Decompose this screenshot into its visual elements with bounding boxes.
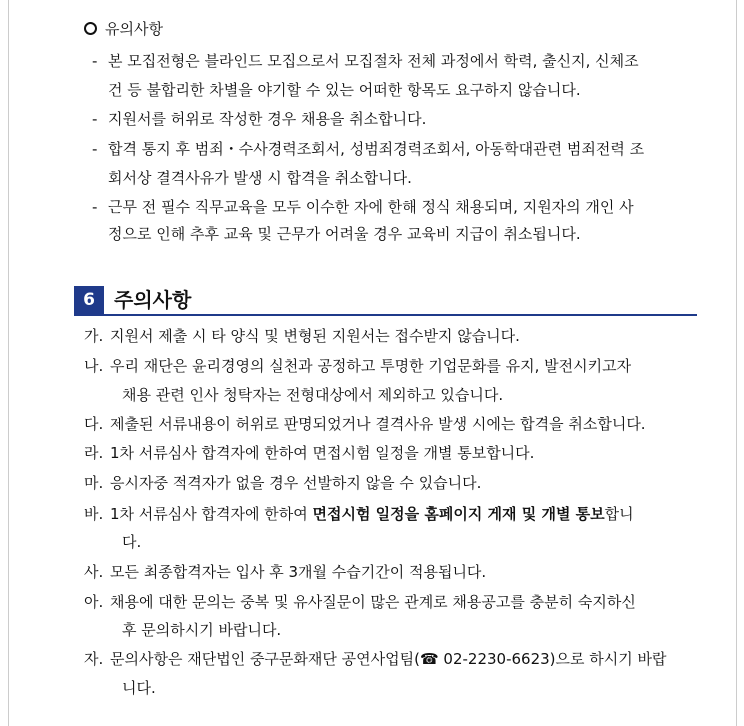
item-label: 사. — [84, 563, 104, 581]
item-text-emphasis: 면접시험 일정을 홈페이지 게재 및 개별 통보 — [312, 505, 605, 523]
item-text: 모든 최종합격자는 입사 후 3개월 수습기간이 적용됩니다. — [110, 563, 487, 581]
item-label: 나. — [84, 357, 104, 375]
item-text: 니다. — [122, 679, 156, 697]
notes-item-line: 본 모집전형은 블라인드 모집으로서 모집절차 전체 과정에서 학력, 출신지, 신체조 — [108, 52, 639, 70]
item-text: 우리 재단은 윤리경영의 실천과 공정하고 투명한 기업문화를 유지, 발전시키고자 — [110, 357, 632, 375]
item-label: 자. — [84, 650, 104, 668]
section-title: 주의사항 — [114, 288, 192, 312]
dash-bullet: - — [92, 110, 98, 128]
item-text: 응시자중 적격자가 없을 경우 선발하지 않을 수 있습니다. — [110, 474, 482, 492]
item-label: 다. — [84, 415, 104, 433]
section-header — [74, 286, 697, 316]
item-text: 1차 서류심사 합격자에 한하여 면접시험 일정을 개별 통보합니다. — [110, 444, 535, 462]
item-text: 다. — [122, 533, 142, 551]
item-text: 제출된 서류내용이 허위로 판명되었거나 결격사유 발생 시에는 합격을 취소합니다. — [110, 415, 646, 433]
notes-item-line: 합격 통지 후 범죄・수사경력조회서, 성범죄경력조회서, 아동학대관련 범죄전력 조 — [108, 140, 645, 158]
dash-bullet: - — [92, 140, 98, 158]
dash-bullet: - — [92, 198, 98, 216]
item-label: 아. — [84, 593, 104, 611]
item-label: 라. — [84, 444, 104, 462]
circle-bullet-icon — [84, 22, 97, 35]
item-text-pre: 1차 서류심사 합격자에 한하여 — [110, 505, 313, 523]
item-label: 바. — [84, 505, 104, 523]
dash-bullet: - — [92, 52, 98, 70]
notes-item-line: 건 등 불합리한 차별을 야기할 수 있는 어떠한 항목도 요구하지 않습니다. — [108, 81, 581, 99]
notes-item-line: 회서상 결격사유가 발생 시 합격을 취소합니다. — [108, 169, 412, 187]
notes-heading — [84, 18, 163, 40]
section-number-badge: 6 — [74, 286, 104, 314]
notes-item-line: 지원서를 허위로 작성한 경우 채용을 취소합니다. — [108, 110, 427, 128]
item-text: 지원서 제출 시 타 양식 및 변형된 지원서는 접수받지 않습니다. — [110, 327, 520, 345]
notes-heading-text: 유의사항 — [105, 20, 163, 38]
item-text — [110, 503, 634, 525]
item-text: 채용 관련 인사 청탁자는 전형대상에서 제외하고 있습니다. — [122, 386, 504, 404]
page-border-right — [736, 0, 737, 726]
item-text-post: 합니 — [604, 505, 634, 523]
item-text: 후 문의하시기 바랍니다. — [122, 621, 282, 639]
item-label: 가. — [84, 327, 104, 345]
item-text: 채용에 대한 문의는 중복 및 유사질문이 많은 관계로 채용공고를 충분히 숙지하신 — [110, 593, 636, 611]
notes-item-line: 근무 전 필수 직무교육을 모두 이수한 자에 한해 정식 채용되며, 지원자의 개인 사 — [108, 198, 634, 216]
section-divider — [74, 314, 697, 316]
notes-item-line: 정으로 인해 추후 교육 및 근무가 어려울 경우 교육비 지급이 취소됩니다. — [108, 225, 581, 243]
item-text: 문의사항은 재단법인 중구문화재단 공연사업팀(☎ 02-2230-6623)으로 하시기 바랍 — [110, 650, 667, 668]
item-label: 마. — [84, 474, 104, 492]
page-border-left — [8, 0, 9, 726]
